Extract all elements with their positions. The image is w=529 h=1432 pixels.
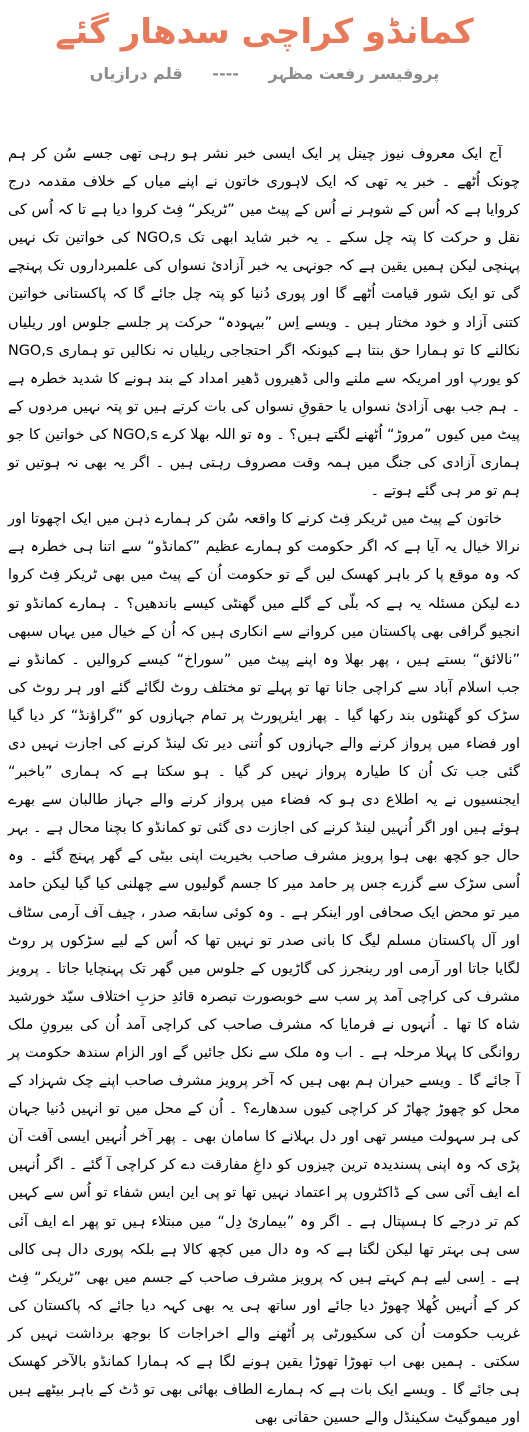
column-name: قلم درازیاں — [89, 64, 183, 83]
byline — [0, 62, 529, 86]
paragraph: خاتون کے پیٹ میں ٹریکر فِٹ کرنے کا واقعہ سُن کر ہمارے ذہن میں ایک اچھوتا اور نرالا خیال یہ آیا ہے کہ اگر حکومت کو ہمارے عظیم ”کمانڈو“ سے اتنا ہی خطرہ ہے کہ وہ موقع پا کر باہر کھسک لیں گے تو حکومت اُن کے پیٹ میں بھی ٹریکر فِٹ کروا دے لیکن مسئلہ یہ ہے کہ بلّی کے گلے میں گھنٹی کیسے باندھیں؟ ۔ ہمارے کمانڈو تو انجیو گرافی بھی پاکستان میں کروانے سے انکاری ہیں کہ اُن کے خیال میں یہاں سبھی ”نالائق“ بستے ہیں ، پھر بھلا وہ اپنے پیٹ میں ”سوراخ“ کیسے کروالیں ۔ کمانڈو نے جب اسلام آباد سے کراچی جانا تھا تو پہلے تو مختلف روٹ لگائے گئے اور ہر روٹ کی سڑک کو گھنٹوں بند رکھا گیا ۔ پھر ایئرپورٹ پر تمام جہازوں کو ”گراؤنڈ“ کر دیا گیا اور فضاء میں پرواز کرنے والے جہازوں کو اُتنی دیر تک لینڈ کرنے کی اجازت نہیں دی گئی جب تک اُن کا طیارہ پرواز نہیں کر گیا ۔ ہو سکتا ہے کہ ہماری ”باخبر“ ایجنسیوں نے یہ اطلاع دی ہو کہ فضاء میں پرواز کرنے والے جہاز طالبان سے بھرے ہوئے ہیں اور اگر اُنہیں لینڈ کرنے کی اجازت دی گئی تو کمانڈو کا بچنا محال ہے ۔ بہر حال جو کچھ بھی ہوا پرویز مشرف صاحب بخیریت اپنی بیٹی کے گھر پہنچ گئے ۔ وہ اُسی سڑک سے گزرے جس پر حامد میر کا جسم گولیوں سے چھلنی کیا گیا لیکن حامد میر تو محض ایک صحافی اور اینکر ہے ۔ وہ کوئی سابقہ صدر ، چیف آف آرمی سٹاف اور آل پاکستان مسلم لیگ کا بانی صدر تو نہیں تھا کہ اُس کے لیے سڑکوں پر روٹ لگایا جاتا اور آرمی اور رینجرز کی گاڑیوں کے جلوس میں گھر تک پہنچایا جاتا ۔ پرویز مشرف کی کراچی آمد پر سب سے خوبصورت تبصرہ قائدِ حزبِ اختلاف سیّد خورشید شاہ کا تھا ۔ اُنہوں نے فرمایا کہ مشرف صاحب کی کراچی آمد اُن کی بیرونِ ملک روانگی کا پہلا مرحلہ ہے ۔ اب وہ ملک سے نکل جائیں گے اور الزام سندھ حکومت پر آ جائے گا ۔ ویسے حیران ہم بھی ہیں کہ آخر پرویز مشرف صاحب اپنے چک شہزاد کے محل کو چھوڑ چھاڑ کر کراچی کیوں سدھارے؟ ۔ اُن کے محل میں تو انہیں دُنیا جہان کی ہر سہولت میسر تھی اور دل بہلانے کا سامان بھی ۔ پھر آخر اُنہیں ایسی آفت آن پڑی کہ وہ اپنی پسندیدہ ترین چیزوں کو داغِ مفارقت دے کر کراچی آ گئے ۔ اگر اُنہیں اے ایف آئی سی کے ڈاکٹروں پر اعتماد نہیں تھا تو پی این ایس شفاء تو اُس سے کہیں کم تر درجے کا ہسپتال ہے ۔ اگر وہ ”بیماریٔ دِل“ میں مبتلاء ہیں تو پھر اے ایف آئی سی ہی بہتر تھا لیکن لگتا ہے کہ وہ دال میں کچھ کالا ہے بلکہ پوری دال ہی کالی ہے ۔ اِسی لیے ہم کہتے ہیں کہ پرویز مشرف صاحب کے جسم میں بھی ”ٹریکر“ فِٹ کر کے اُنہیں کُھلا چھوڑ دیا جائے اور ساتھ ہی یہ بھی کہہ دیا جائے کہ پاکستان کی غریب حکومت اُن کی سکیورٹی پر اُٹھنے والے اخراجات کا بوجھ برداشت نہیں کر سکتی ۔ ہمیں بھی اب تھوڑا تھوڑا یقین ہونے لگا ہے کہ ہمارا کمانڈو بالآخر کھسک ہی جائے گا ۔ ویسے ایک بات ہے کہ ہمارے الطاف بھائی بھی تو ڈٹ کے باہر بیٹھے ہیں اور میموگیٹ سکینڈل والے حسین حقانی بھی — [8, 511, 520, 1427]
author-name: پروفیسر رفعت مظہر — [268, 64, 440, 83]
byline-separator: ---- — [212, 64, 239, 83]
article-body — [8, 140, 520, 1432]
paragraph: آج ایک معروف نیوز چینل پر ایک ایسی خبر نشر ہو رہی تھی جسے سُن کر ہم چونک اُٹھے ۔ خبر یہ تھی کہ ایک لاہوری خاتون نے اپنے میاں کے خلاف مقدمہ درج کروایا ہے کہ اُس کے شوہر نے اُس کے پیٹ میں ”ٹریکر“ فِٹ کروا دیا ہے تا کہ اُس کی نقل و حرکت کا پتہ چل سکے ۔ یہ خبر شاید ابھی تک NGO,s کی خواتین تک نہیں پہنچی لیکن ہمیں یقین ہے کہ جونہی یہ خبر آزادیٔ نسواں کی علمبرداروں تک پہنچے گی تو ایک شور قیامت اُٹھے گا اور پوری دُنیا کو پتہ چل جائے گا کہ پاکستانی خواتین کتنی آزاد و خود مختار ہیں ۔ ویسے اِس ”بیہودہ“ حرکت پر جلسے جلوس اور ریلیاں نکالنے کا تو ہمارا حق بنتا ہے کیونکہ اگر احتجاجی ریلیاں نہ نکالیں تو ہماری NGO,s کو یورپ اور امریکہ سے ملنے والی ڈھیروں ڈھیر امداد کے بند ہونے کا شدید خطرہ ہے ۔ ہم جب بھی آزادیٔ نسواں یا حقوقِ نسواں کی بات کرتے ہیں تو پتہ نہیں مردوں کے پیٹ میں کیوں ”مروڑ“ اُٹھنے لگتے ہیں؟ ۔ وہ تو اللہ بھلا کرے NGO,s کی خواتین کا جو ہماری آزادی کی جنگ میں ہمہ وقت مصروف رہتی ہیں ۔ اگر یہ بھی نہ ہوتیں تو ہم تو مر ہی گئے ہوتے ۔ — [8, 146, 520, 500]
article-title: کمانڈو کراچی سدھار گئے — [55, 12, 474, 52]
